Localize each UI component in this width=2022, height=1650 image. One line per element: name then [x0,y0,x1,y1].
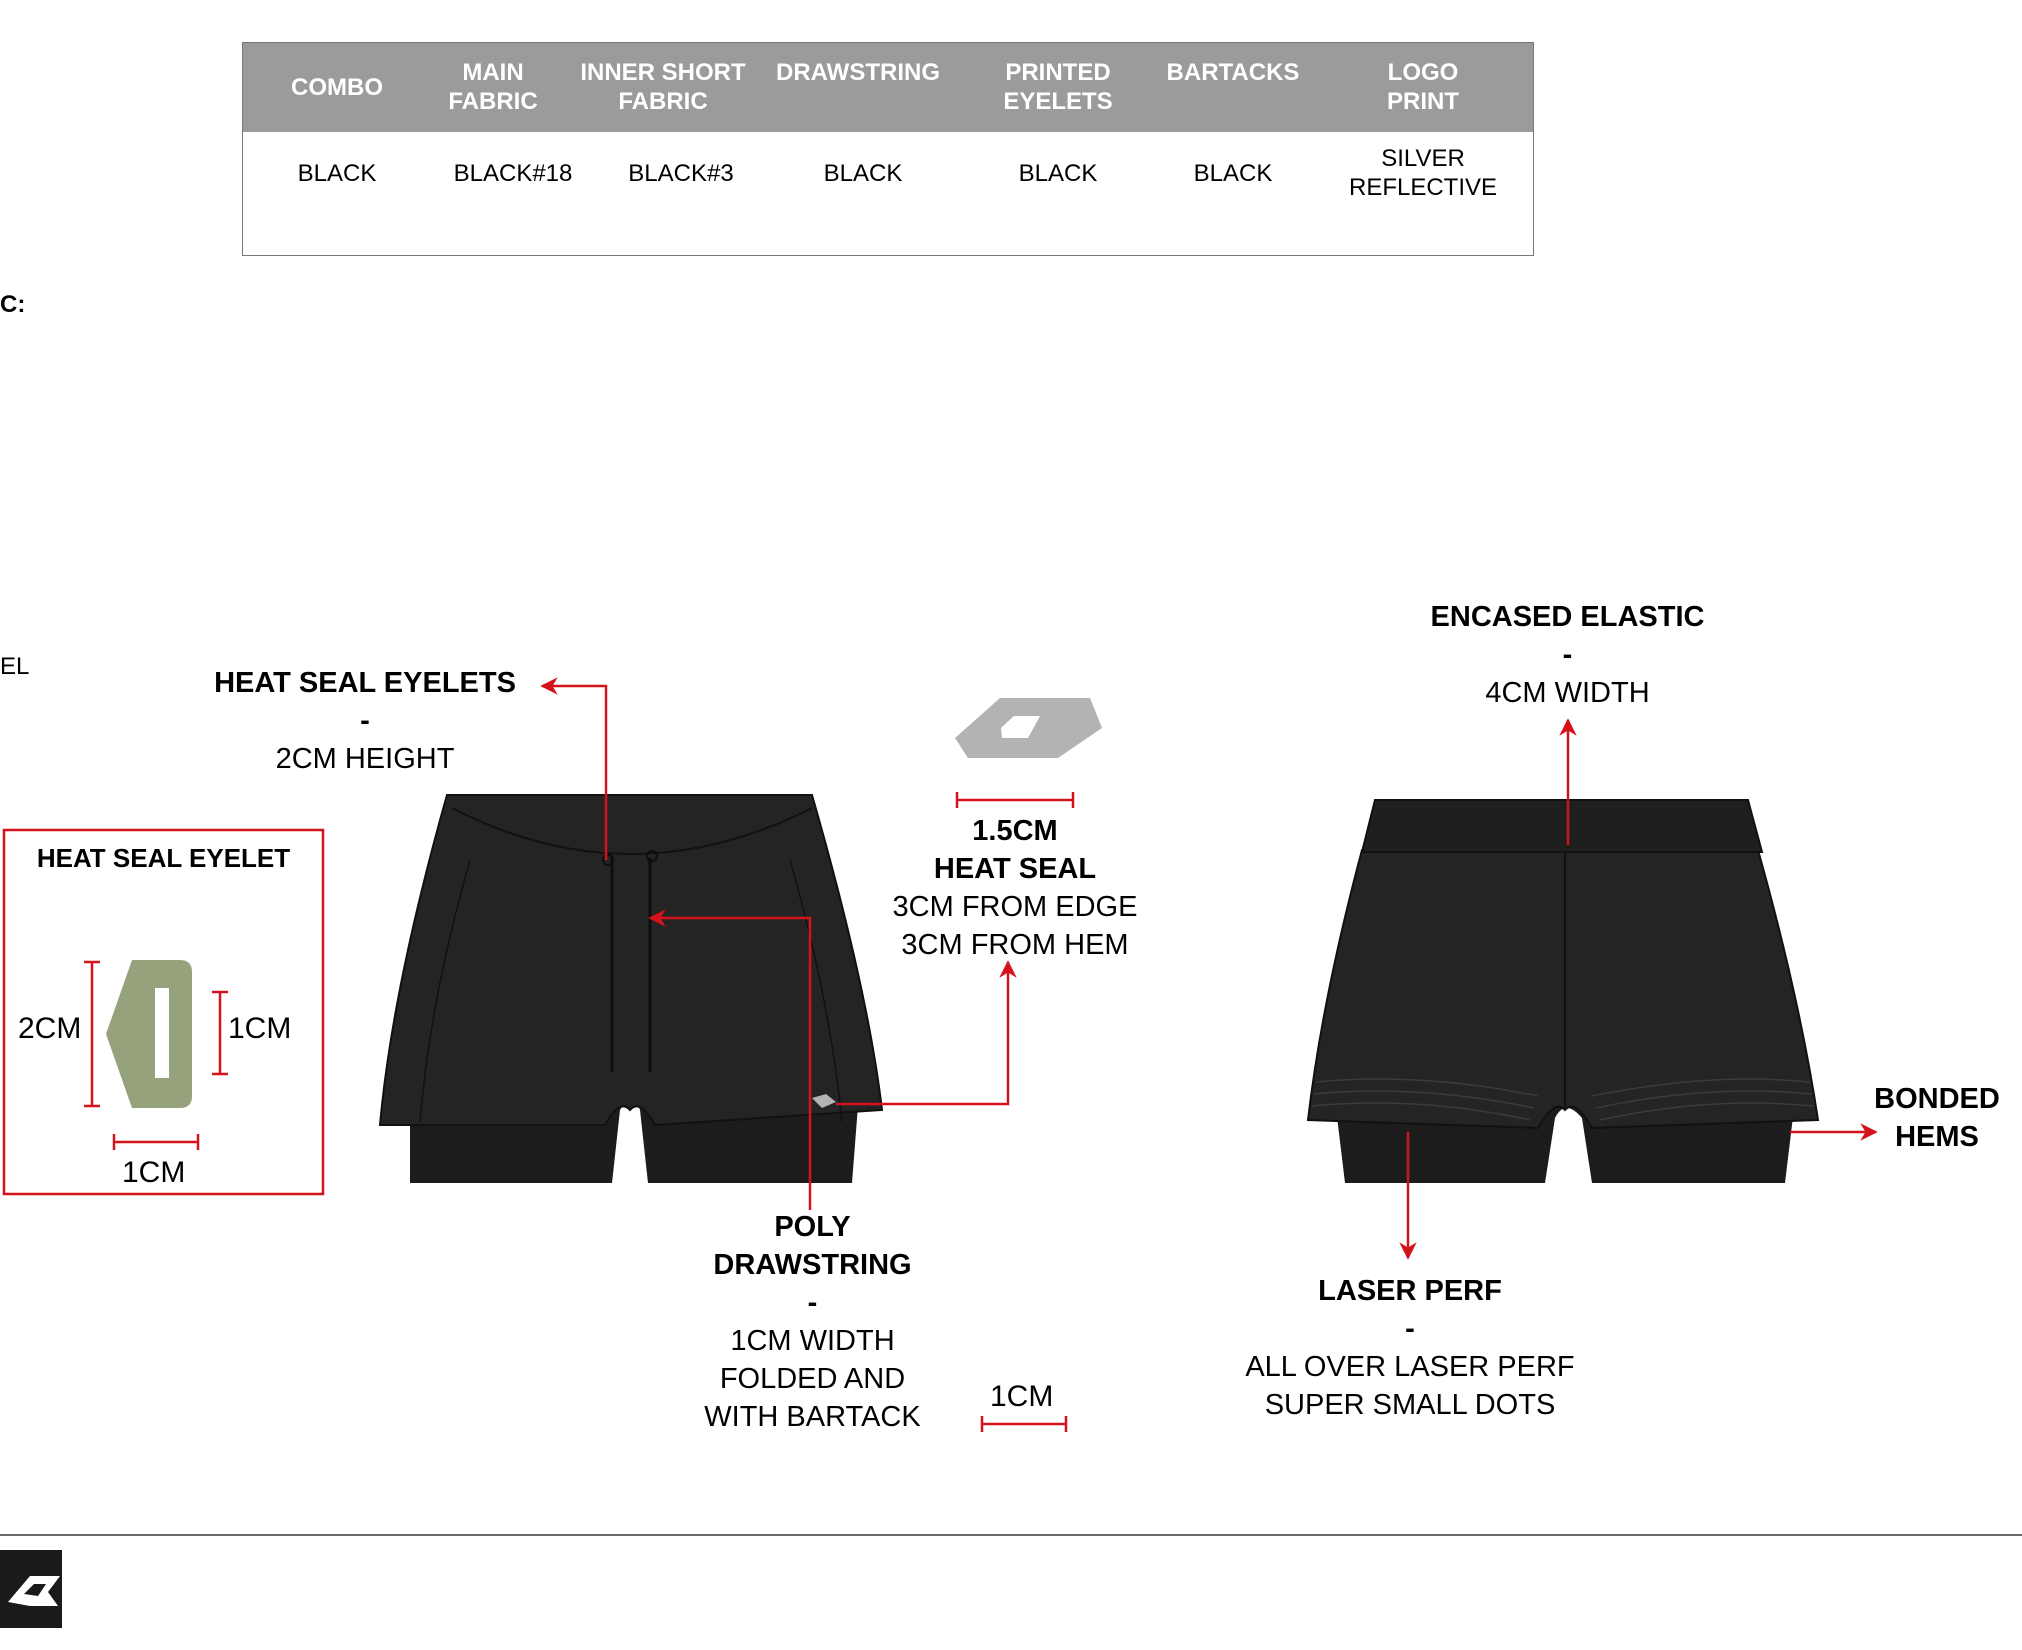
value-drawstring: BLACK [823,160,903,187]
heat-seal-logo-icon [955,698,1102,758]
callout-poly-drawstring: POLY DRAWSTRING - 1CM WIDTH FOLDED AND WITH BARTACK [704,1211,921,1433]
callout-laser-perf: LASER PERF - ALL OVER LASER PERF SUPER SMALL DOTS [1245,1275,1575,1421]
header-main-fabric: MAIN FABRIC [448,59,538,115]
drawstring-scale-label: 1CM [990,1380,1054,1413]
footer-divider [0,1534,2022,1536]
back-shorts-drawing [1308,800,1818,1183]
header-inner-short-fabric: INNER SHORT FABRIC [580,59,746,115]
callout-heat-seal-eyelets: HEAT SEAL EYELETS - 2CM HEIGHT [214,667,516,775]
eyelet-height-label: 2CM [18,1012,82,1045]
callout-encased-elastic: ENCASED ELASTIC - 4CM WIDTH [1430,601,1705,709]
brand-logo-icon [0,1550,62,1628]
value-logo-print: SILVER REFLECTIVE [1348,145,1498,201]
value-printed-eyelets: BLACK [1018,160,1098,187]
callout-bonded-hems: BONDED HEMS [1874,1083,2000,1153]
eyelet-shape [106,960,192,1108]
clipped-section-label: C: [0,291,26,318]
value-bartacks: BLACK [1193,160,1273,187]
header-combo: COMBO [291,74,383,101]
eyelet-width-label: 1CM [122,1156,186,1189]
back-waistband [1362,800,1762,852]
value-main-fabric: BLACK#18 [453,160,573,187]
eyelet-slot-label: 1CM [228,1012,292,1045]
value-combo: BLACK [297,160,377,187]
header-logo-print: LOGO PRINT [1387,59,1459,115]
front-outer-short [380,795,882,1125]
eyelet-slot [155,988,169,1078]
callout-heat-seal-logo: 1.5CM HEAT SEAL 3CM FROM EDGE 3CM FROM HEM [892,815,1138,961]
header-drawstring: DRAWSTRING [776,59,940,86]
eyelet-detail-title: HEAT SEAL EYELET [36,843,291,873]
front-shorts-drawing [380,795,882,1183]
header-printed-eyelets: PRINTED EYELETS [1003,59,1113,115]
clipped-label-fragment: EL [0,653,30,680]
brand-logo [0,1550,62,1628]
value-inner-short-fabric: BLACK#3 [628,160,734,187]
back-outer-short [1308,850,1818,1128]
header-bartacks: BARTACKS [1166,59,1300,86]
